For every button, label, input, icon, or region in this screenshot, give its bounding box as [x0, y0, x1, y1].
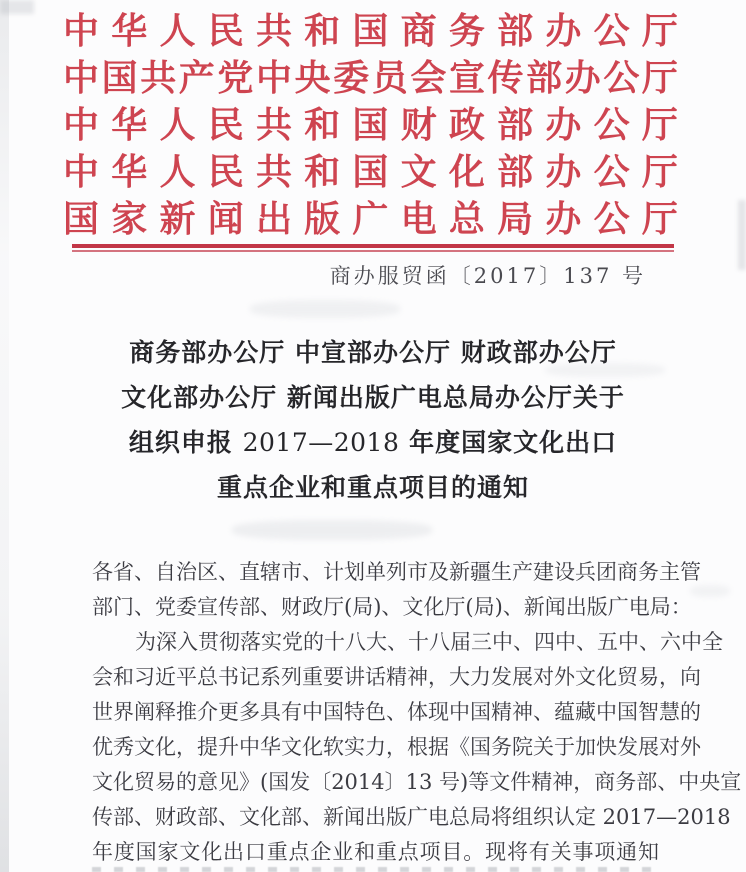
letterhead-rule-thick [72, 244, 674, 248]
scan-smudge [250, 300, 400, 318]
title-line-3: 组织申报 2017—2018 年度国家文化出口 [128, 428, 618, 457]
notice-title [0, 330, 746, 510]
body-line-recipients-1: 各省、自治区、直辖市、计划单列市及新疆生产建设兵团商务主管 [92, 560, 701, 584]
letterhead [63, 8, 678, 243]
doc-number: 商办服贸函〔2017〕137 号 [329, 264, 646, 288]
scan-smudge [690, 585, 730, 597]
letterhead-line-mofcom: 中 华 人 民 共 和 国 商 务 部 办 公 厅 [63, 10, 678, 52]
letterhead-rule [72, 244, 674, 254]
body-line-recipients-2: 部门、党委宣传部、财政厅(局)、文化厅(局)、新闻出版广电局： [92, 595, 692, 619]
letterhead-line-propaganda: 中 国 共 产 党 中 央 委 员 会 宣 传 部 办 公 厅 [63, 57, 678, 99]
scan-corner-shadow [0, 0, 34, 14]
scan-smudge [232, 520, 432, 540]
body-line-para-7: 年度国家文化出口重点企业和重点项目。现将有关事项通知 [92, 840, 659, 864]
body-line-para-1: 为深入贯彻落实党的十八大、十八届三中、四中、五中、六中全 [135, 630, 723, 654]
letterhead-rule-thin [72, 250, 674, 252]
title-line-1: 商务部办公厅 中宣部办公厅 财政部办公厅 [129, 338, 617, 367]
body-line-para-6: 传部、财政部、文化部、新闻出版广电总局将组织认定 2017—2018 [92, 805, 731, 829]
body-line-para-5: 文化贸易的意见》(国发〔2014〕13 号)等文件精神，商务部、中央宣 [92, 770, 742, 794]
letterhead-line-finance: 中 华 人 民 共 和 国 财 政 部 办 公 厅 [63, 104, 678, 146]
letterhead-line-sapprft: 国 家 新 闻 出 版 广 电 总 局 办 公 厅 [63, 198, 678, 240]
body-line-para-3: 世界阐释推介更多具有中国特色、体现中国精神、蕴藏中国智慧的 [92, 700, 701, 724]
body-line-para-4: 优秀文化，提升中华文化软实力，根据《国务院关于加快发展对外 [92, 735, 701, 759]
notice-body [92, 555, 742, 870]
title-line-4: 重点企业和重点项目的通知 [216, 473, 529, 502]
letterhead-line-culture: 中 华 人 民 共 和 国 文 化 部 办 公 厅 [63, 151, 678, 193]
title-line-2: 文化部办公厅 新闻出版广电总局办公厅关于 [121, 383, 625, 412]
scan-edge-shadow-right [738, 200, 746, 270]
body-line-para-2: 会和习近平总书记系列重要讲话精神，大力发展对外文化贸易，向 [92, 665, 701, 689]
